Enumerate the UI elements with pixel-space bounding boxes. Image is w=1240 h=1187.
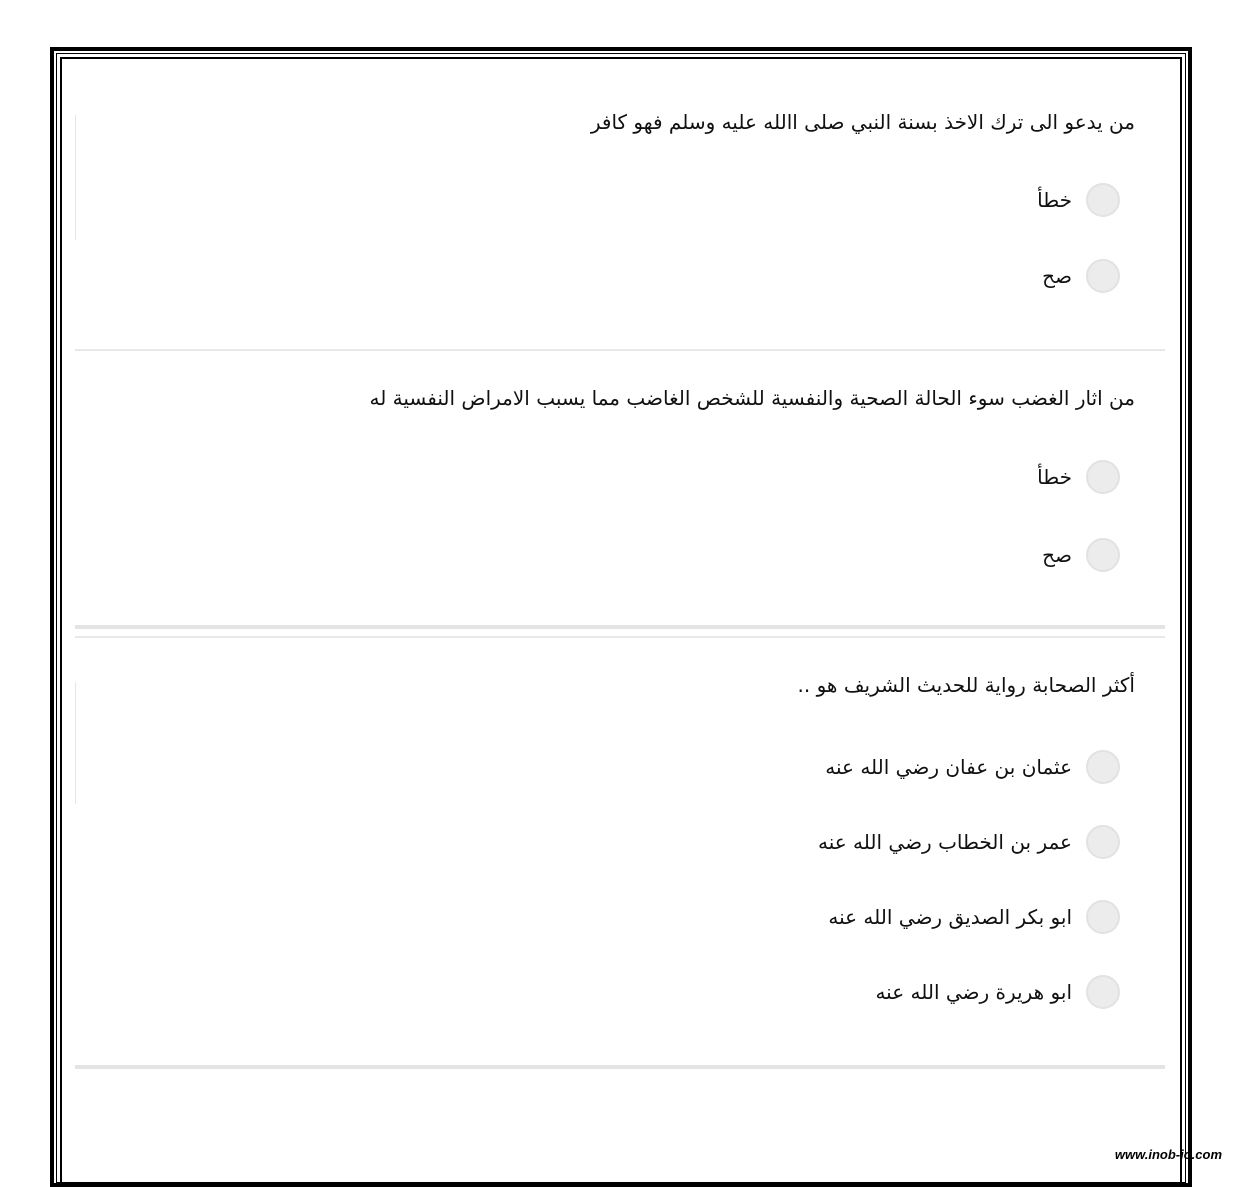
watermark: www.inob-io.com [1114,1147,1222,1162]
option-label: صح [1042,264,1072,288]
question-divider [75,1065,1165,1069]
radio-button[interactable] [1086,825,1120,859]
option-label: ابو بكر الصديق رضي الله عنه [828,905,1072,929]
page-border-inner [60,57,1182,1187]
question-2-option-2[interactable] [1042,535,1120,575]
option-label: ابو هريرة رضي الله عنه [875,980,1072,1004]
question-2-option-1[interactable] [1037,457,1120,497]
question-2-text: من اثار الغضب سوء الحالة الصحية والنفسية للشخص الغاضب مما يسبب الامراض النفسية له [369,386,1135,410]
radio-button[interactable] [1086,900,1120,934]
question-accent-line [75,682,76,804]
question-3-option-4[interactable] [875,972,1120,1012]
question-1-option-1[interactable] [1037,180,1120,220]
question-divider [75,349,1165,351]
question-divider [75,636,1165,638]
option-label: خطأ [1037,188,1072,212]
radio-button[interactable] [1086,259,1120,293]
question-3-option-1[interactable] [825,747,1120,787]
radio-button[interactable] [1086,538,1120,572]
radio-button[interactable] [1086,460,1120,494]
option-label: عثمان بن عفان رضي الله عنه [825,755,1072,779]
option-label: خطأ [1037,465,1072,489]
question-3-option-2[interactable] [818,822,1120,862]
question-1-text: من يدعو الى ترك الاخذ بسنة النبي صلى االله عليه وسلم فهو كافر [590,110,1135,134]
radio-button[interactable] [1086,750,1120,784]
question-accent-line [75,115,76,240]
question-3-option-3[interactable] [828,897,1120,937]
radio-button[interactable] [1086,975,1120,1009]
radio-button[interactable] [1086,183,1120,217]
question-divider [75,625,1165,629]
option-label: عمر بن الخطاب رضي الله عنه [818,830,1072,854]
question-1-option-2[interactable] [1042,256,1120,296]
option-label: صح [1042,543,1072,567]
question-3-text: أكثر الصحابة رواية للحديث الشريف هو .. [797,673,1135,697]
